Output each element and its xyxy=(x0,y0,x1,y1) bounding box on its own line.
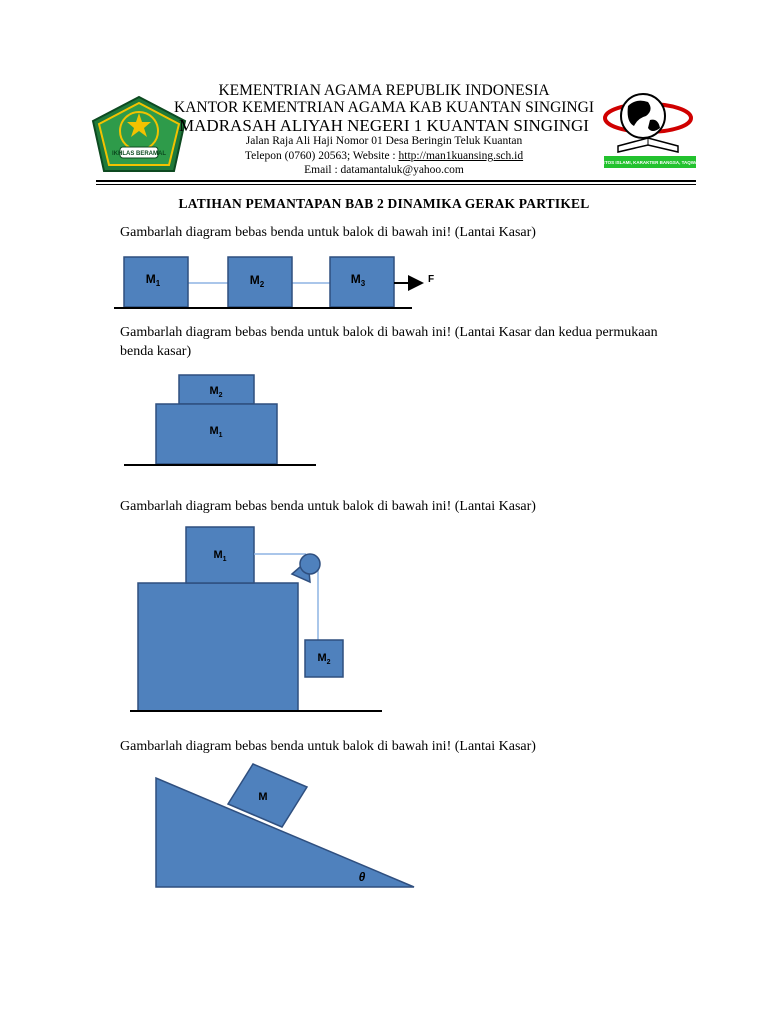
question-2: Gambarlah diagram bebas benda untuk balok di bawah ini! (Lantai Kasar dan kedua permukaan benda kasar) xyxy=(120,325,658,359)
svg-text:IKHLAS BERAMAL: IKHLAS BERAMAL xyxy=(112,151,166,157)
figure-1 xyxy=(110,250,450,316)
label-m: M xyxy=(258,791,268,803)
table-block xyxy=(138,583,298,711)
header-phone xyxy=(0,150,768,162)
page-title: LATIHAN PEMANTAPAN BAB 2 DINAMIKA GERAK PARTIKEL xyxy=(178,196,590,211)
label-top: $M_2$ xyxy=(209,385,223,399)
header-school: MADRASAH ALIYAH NEGERI 1 KUANTAN SINGINGI xyxy=(179,116,589,135)
pulley-icon xyxy=(300,554,320,574)
header-rule-thin xyxy=(96,184,696,185)
label-m1: $M_1$ xyxy=(213,549,227,563)
website-link[interactable]: http://man1kuansing.sch.id xyxy=(398,150,524,162)
label-m2: $M_2$ xyxy=(317,652,331,666)
question-1: Gambarlah diagram bebas benda untuk balok di bawah ini! (Lantai Kasar) xyxy=(120,225,536,240)
header-address: Jalan Raja Ali Haji Nomor 01 Desa Beringin Teluk Kuantan xyxy=(245,135,523,147)
svg-text:ETOS ISLAMI, KARAKTER BANGSA,: ETOS ISLAMI, KARAKTER BANGSA, TAQWA xyxy=(601,160,698,165)
figure-4 xyxy=(148,760,420,892)
label-m3: $M_3$ xyxy=(350,272,366,288)
label-m2: $M_2$ xyxy=(249,273,265,289)
figure-2 xyxy=(118,370,328,470)
header-rule xyxy=(96,180,696,182)
label-m1: $M_1$ xyxy=(145,272,161,288)
header-email: Email : datamantaluk@yahoo.com xyxy=(304,164,464,176)
label-bottom: $M_1$ xyxy=(209,425,223,439)
figure-3 xyxy=(126,522,388,718)
header-phone-label: Telepon (0760) 20563; Website : xyxy=(244,150,399,162)
angle-label: θ xyxy=(358,870,366,884)
header-ministry: KEMENTRIAN AGAMA REPUBLIK INDONESIA xyxy=(218,82,550,99)
question-3: Gambarlah diagram bebas benda untuk balok di bawah ini! (Lantai Kasar) xyxy=(120,499,536,514)
header-office: KANTOR KEMENTRIAN AGAMA KAB KUANTAN SINGINGI xyxy=(174,99,594,116)
question-4: Gambarlah diagram bebas benda untuk balok di bawah ini! (Lantai Kasar) xyxy=(120,739,536,754)
force-label: F xyxy=(428,274,435,285)
